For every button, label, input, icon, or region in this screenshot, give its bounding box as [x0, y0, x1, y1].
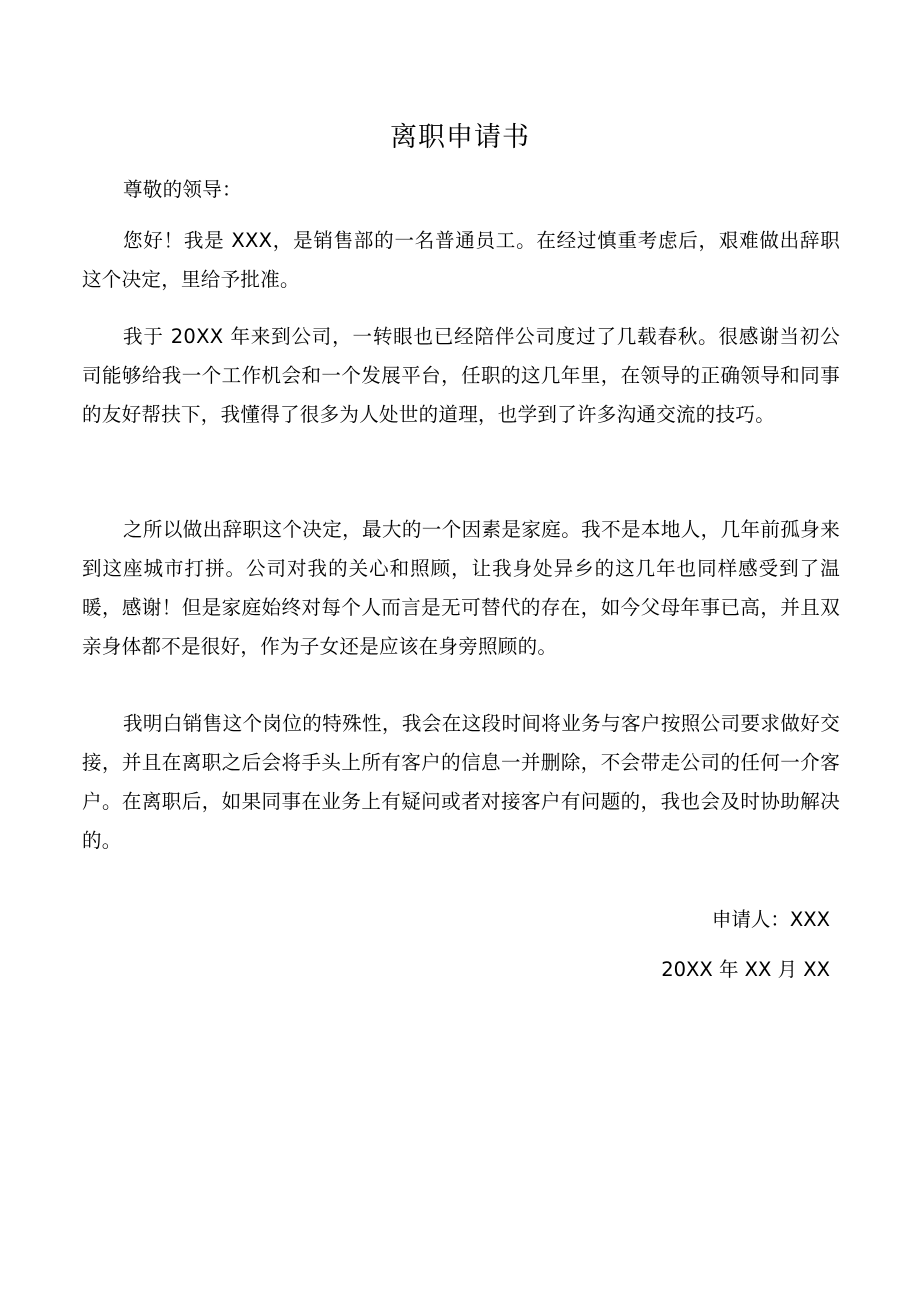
- paragraph-4: 我明白销售这个岗位的特殊性，我会在这段时间将业务与客户按照公司要求做好交接，并且在离职之后会将手头上所有客户的信息一并删除，不会带走公司的任何一介客户。在离职后，如果同事在业务上有疑问或者对接客户有问题的，我也会及时协助解决的。: [82, 712, 840, 852]
- paragraph-2: 我于 20XX 年来到公司，一转眼也已经陪伴公司度过了几载春秋。很感谢当初公司能够给我一个工作机会和一个发展平台，任职的这几年里，在领导的正确领导和同事的友好帮扶下，我懂得了很多为人处世的道理，也学到了许多沟通交流的技巧。: [82, 325, 840, 426]
- paragraph-3: 之所以做出辞职这个决定，最大的一个因素是家庭。我不是本地人，几年前孤身来到这座城市打拼。公司对我的关心和照顾，让我身处异乡的这几年也同样感受到了温暖，感谢！但是家庭始终对每个人而言是无可替代的存在，如今父母年事已高，并且双亲身体都不是很好，作为子女还是应该在身旁照顾的。: [82, 518, 840, 658]
- signature-applicant: 申请人：XXX: [711, 908, 830, 931]
- document-title: 离职申请书: [390, 122, 530, 153]
- greeting: 尊敬的领导：: [123, 178, 242, 201]
- paragraph-1: 您好！我是 XXX，是销售部的一名普通员工。在经过慎重考虑后，艰难做出辞职这个决定，里给予批准。: [82, 229, 840, 291]
- signature-date: 20XX 年 XX 月 XX: [661, 958, 830, 981]
